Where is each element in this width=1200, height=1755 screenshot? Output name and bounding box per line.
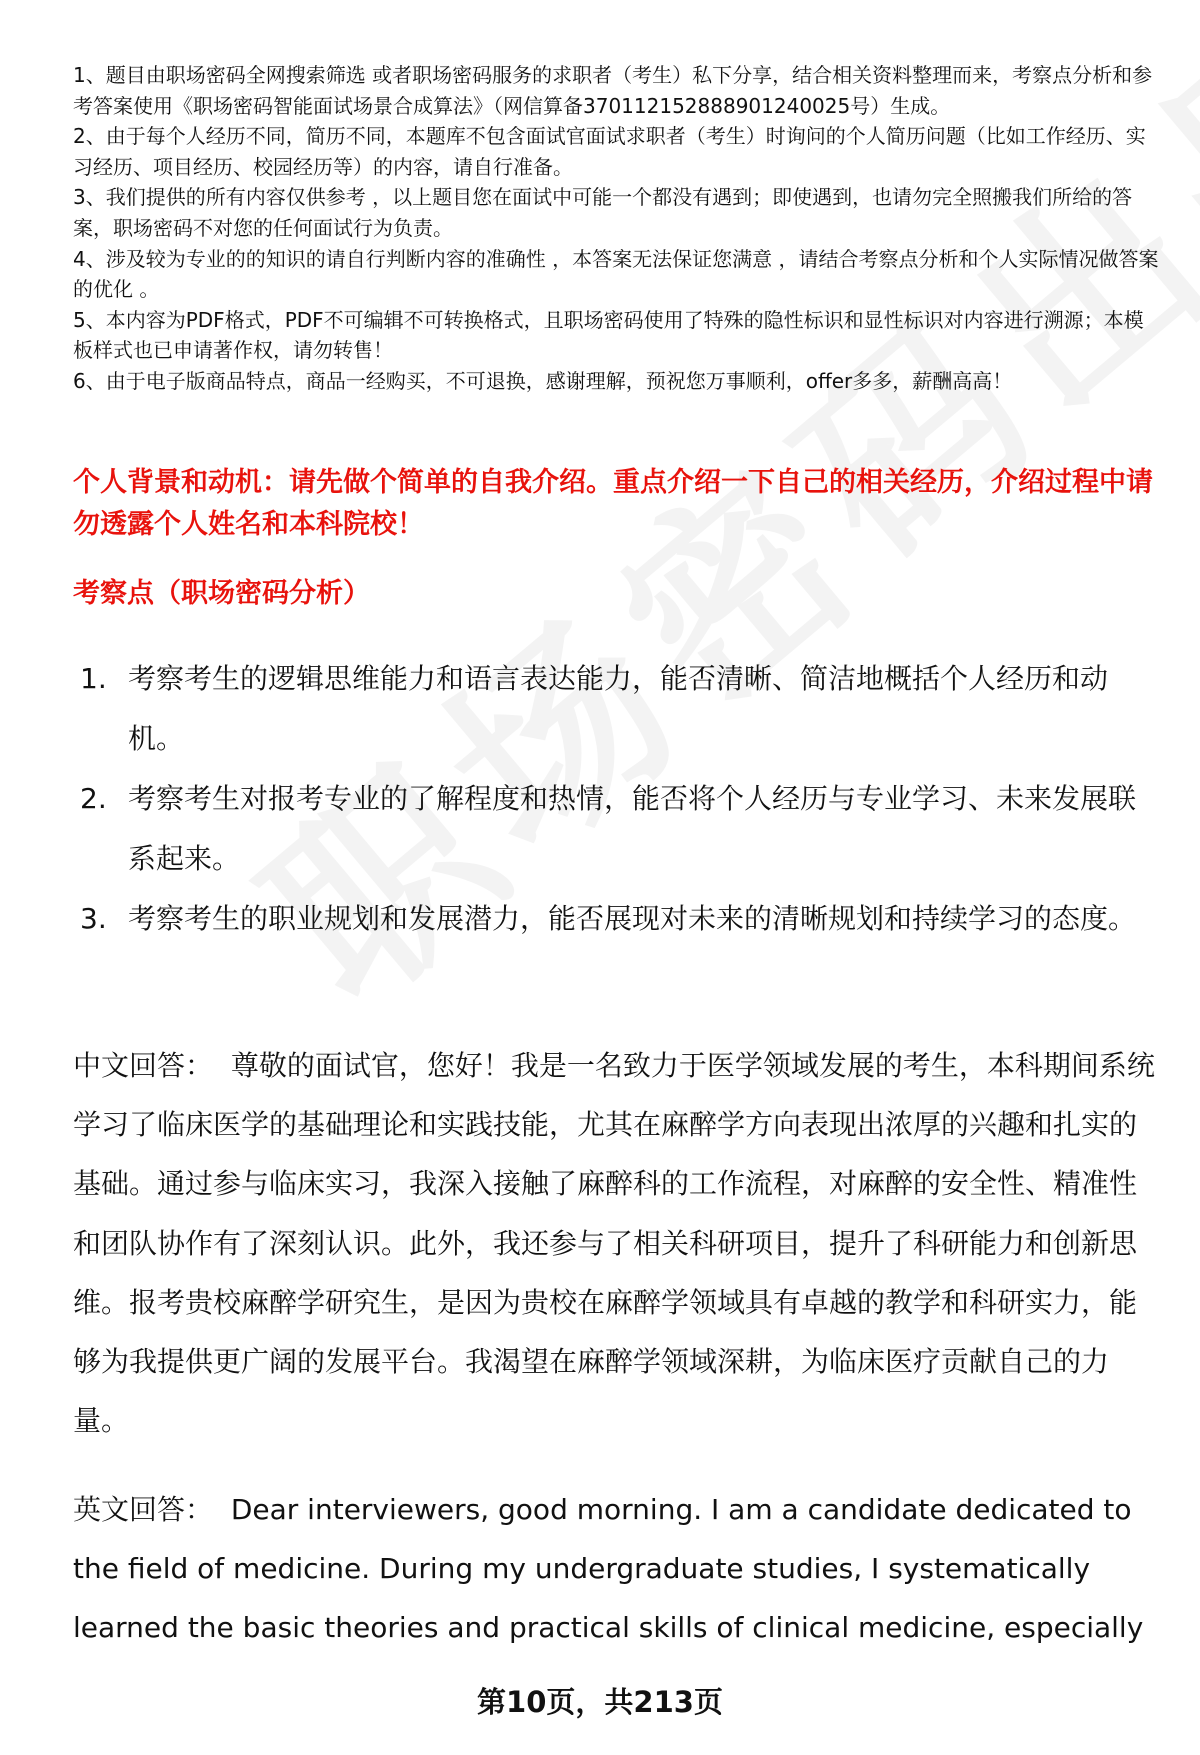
notice-item: 1、题目由职场密码全网搜索筛选 或者职场密码服务的求职者（考生）私下分享，结合相关资料整理而来，考察点分析和参考答案使用《职场密码智能面试场景合成算法》（网信算备370112152888901240025号）生成。 — [73, 63, 1153, 118]
list-text: 考察考生对报考专业的了解程度和热情，能否将个人经历与专业学习、未来发展联系起来。 — [128, 782, 1137, 875]
answer-chinese — [73, 1036, 1158, 1450]
list-number: 3. — [80, 902, 107, 935]
list-text: 考察考生的逻辑思维能力和语言表达能力，能否清晰、简洁地概括个人经历和动机。 — [128, 662, 1109, 755]
list-number: 1. — [80, 662, 107, 695]
notice-item: 6、由于电子版商品特点，商品一经购买，不可退换，感谢理解，预祝您万事顺利，offer多多，薪酬高高！ — [73, 368, 1013, 393]
analysis-heading: 考察点（职场密码分析） — [73, 578, 370, 609]
notice-item: 2、由于每个人经历不同，简历不同，本题库不包含面试官面试求职者（考生）时询问的个人简历问题（比如工作经历、实习经历、项目经历、校园经历等）的内容，请自行准备。 — [73, 124, 1146, 179]
notice-item: 3、我们提供的所有内容仅供参考 ，以上题目您在面试中可能一个都没有遇到；即使遇到，也请勿完全照搬我们所给的答案，职场密码不对您的任何面试行为负责。 — [73, 185, 1133, 240]
list-item — [80, 889, 1150, 949]
list-number: 2. — [80, 782, 107, 815]
answer-english-text: Dear interviewers, good morning. I am a candidate dedicated to the field of medicine. During my undergraduate studies, I systematically learned the basic theories and practical skills of clinical medicine, especially — [73, 1493, 1144, 1645]
question-heading: 个人背景和动机：请先做个简单的自我介绍。重点介绍一下自己的相关经历，介绍过程中请勿透露个人姓名和本科院校！ — [73, 467, 1153, 540]
answer-english — [73, 1480, 1158, 1658]
list-text: 考察考生的职业规划和发展潜力，能否展现对未来的清晰规划和持续学习的态度。 — [128, 902, 1137, 935]
answer-english-label: 英文回答： — [73, 1493, 214, 1526]
notice-item: 4、涉及较为专业的的知识的请自行判断内容的准确性 ，本答案无法保证您满意 ，请结合考察点分析和个人实际情况做答案的优化 。 — [73, 246, 1159, 302]
answer-chinese-label: 中文回答： — [73, 1049, 214, 1082]
answer-chinese-text: 尊敬的面试官，您好！我是一名致力于医学领域发展的考生，本科期间系统学习了临床医学的基础理论和实践技能，尤其在麻醉学方向表现出浓厚的兴趣和扎实的基础。通过参与临床实习，我深入接触了麻醉科的工作流程，对麻醉的安全性、精准性和团队协作有了深刻认识。此外，我还参与了相关科研项目，提升了科研能力和创新思维。报考贵校麻醉学研究生，是因为贵校在麻醉学领域具有卓越的教学和科研实力，能够为我提供更广阔的发展平台。我渴望在麻醉学领域深耕，为临床医疗贡献自己的力量。 — [73, 1049, 1155, 1438]
notice-item: 5、本内容为PDF格式，PDF不可编辑不可转换格式，且职场密码使用了特殊的隐性标识和显性标识对内容进行溯源；本模板样式也已申请著作权，请勿转售！ — [73, 307, 1144, 363]
list-item — [80, 769, 1150, 889]
notice-block — [73, 60, 1163, 397]
page-number-footer: 第10页，共213页 — [477, 1685, 723, 1719]
analysis-points — [80, 649, 1150, 949]
list-item — [80, 649, 1150, 769]
